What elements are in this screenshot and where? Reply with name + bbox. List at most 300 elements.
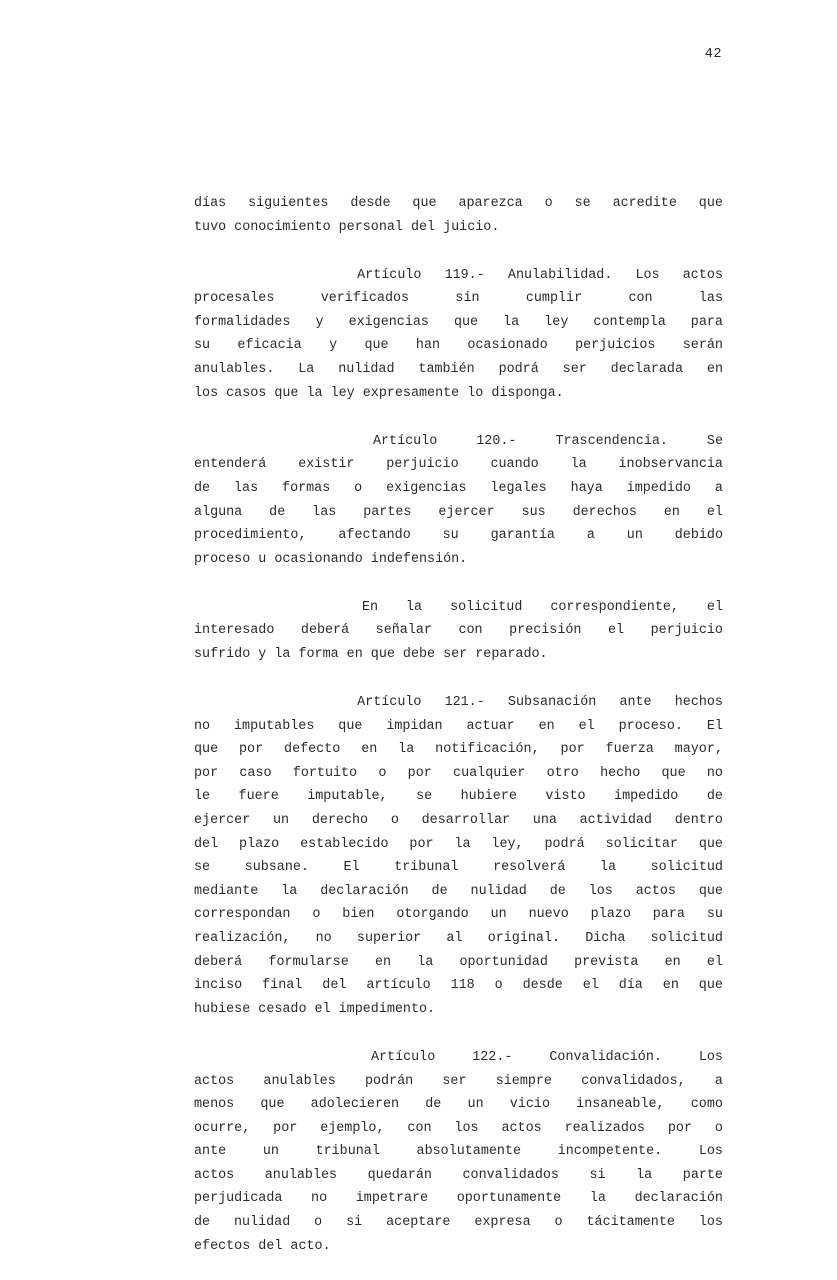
word: no xyxy=(315,931,332,947)
text-line xyxy=(194,785,723,809)
paragraph-indent xyxy=(194,264,334,288)
word: el xyxy=(706,954,723,970)
text-line xyxy=(194,334,723,358)
word: se xyxy=(416,789,433,805)
word: declaración xyxy=(634,1191,723,1207)
word: podrá xyxy=(544,836,585,852)
word: un xyxy=(467,1097,484,1113)
text-line xyxy=(194,311,723,335)
word: visto xyxy=(545,789,586,805)
word: alguna xyxy=(194,504,243,520)
word: no xyxy=(194,718,211,734)
word: actividad xyxy=(579,813,652,829)
word: aceptare xyxy=(386,1215,451,1231)
text-line xyxy=(194,501,723,525)
word: día xyxy=(618,978,643,994)
word: Los xyxy=(635,267,660,283)
word: ante xyxy=(194,1144,227,1160)
word: desde xyxy=(522,978,563,994)
word: bien xyxy=(342,907,375,923)
word: no xyxy=(311,1191,328,1207)
word: imputables xyxy=(234,718,315,734)
text-line xyxy=(194,1211,723,1235)
word: deberá xyxy=(300,623,350,639)
word: a xyxy=(714,480,723,496)
text-line xyxy=(194,358,723,382)
word: hubiere xyxy=(460,789,517,805)
word: sin xyxy=(455,291,480,307)
word: inobservancia xyxy=(618,457,723,473)
word: tribunal xyxy=(315,1144,380,1160)
word: actos xyxy=(194,1167,235,1183)
word: la xyxy=(398,742,415,758)
word: en xyxy=(374,954,392,970)
paragraph-indent xyxy=(194,1046,334,1070)
text-line xyxy=(194,1046,723,1070)
word: procesales xyxy=(194,291,275,307)
text-line xyxy=(194,927,723,951)
text-line xyxy=(194,1117,723,1141)
word: El xyxy=(343,860,360,876)
word: Convalidación. xyxy=(549,1049,662,1065)
word: ley xyxy=(544,314,569,330)
paragraph xyxy=(194,691,723,1021)
word: por xyxy=(239,742,264,758)
word: a xyxy=(586,528,595,544)
word: nuevo xyxy=(528,907,569,923)
paragraph xyxy=(194,430,723,572)
word: imputable, xyxy=(307,789,388,805)
word: de xyxy=(269,504,286,520)
word: contempla xyxy=(593,314,666,330)
word: nulidad xyxy=(470,883,527,899)
word: oportunamente xyxy=(456,1191,562,1207)
word: del xyxy=(322,978,347,994)
word: notificación, xyxy=(435,742,540,758)
word: otorgando xyxy=(396,907,469,923)
word: original. xyxy=(487,931,561,947)
text-line xyxy=(194,1164,723,1188)
word: solicitud xyxy=(650,860,723,876)
word: o xyxy=(494,978,503,994)
word: legales xyxy=(490,480,547,496)
word: el xyxy=(578,718,595,734)
word: o xyxy=(544,196,553,211)
word: siguientes xyxy=(248,196,329,211)
word: en xyxy=(706,362,723,378)
word: al xyxy=(446,931,463,947)
word: solicitar xyxy=(605,836,678,852)
word: derechos xyxy=(572,504,637,520)
word: exigencias xyxy=(386,480,467,496)
text-line xyxy=(194,1187,723,1211)
word: Se xyxy=(706,433,723,449)
word: hechos xyxy=(674,695,723,711)
word: para xyxy=(690,314,723,330)
word: ejemplo, xyxy=(320,1120,385,1136)
word: o xyxy=(390,813,399,829)
word: afectando xyxy=(338,528,411,544)
text-line xyxy=(194,762,723,786)
word: las xyxy=(312,504,337,520)
word: anulables xyxy=(264,1167,338,1183)
word: existir xyxy=(298,457,355,473)
word: las xyxy=(234,480,259,496)
word: en xyxy=(662,978,679,994)
word: oportunidad xyxy=(459,954,548,970)
word: actos xyxy=(501,1120,542,1136)
word: inciso xyxy=(194,978,243,994)
word: caso xyxy=(239,765,272,781)
word: los xyxy=(698,1215,723,1231)
word: perjuicios xyxy=(575,338,656,354)
word: siempre xyxy=(495,1073,552,1089)
paragraph xyxy=(194,596,723,667)
word: ante xyxy=(619,695,652,711)
word: Anulabilidad. xyxy=(507,267,613,283)
word: correspondiente, xyxy=(550,599,679,615)
text-line xyxy=(194,264,723,288)
word: La xyxy=(298,362,315,378)
word: mayor, xyxy=(674,742,723,758)
line-text: los casos que la ley expresamente lo disponga. xyxy=(194,385,564,401)
text-line xyxy=(194,903,723,927)
word: un xyxy=(273,813,290,829)
word: la xyxy=(636,1167,653,1183)
word: que xyxy=(194,742,219,758)
word: no xyxy=(706,765,723,781)
text-line xyxy=(194,192,723,216)
document-body xyxy=(194,192,723,1258)
word: ocurre, xyxy=(194,1120,251,1136)
word: ser xyxy=(562,362,587,378)
word: los xyxy=(454,1120,479,1136)
word: actos xyxy=(194,1073,235,1089)
word: su xyxy=(442,528,459,544)
word: Trascendencia. xyxy=(555,433,668,449)
text-line xyxy=(194,880,723,904)
word: cuando xyxy=(490,457,539,473)
word: prevista xyxy=(574,954,639,970)
word: realización, xyxy=(194,931,291,947)
word: de xyxy=(194,1215,211,1231)
text-line xyxy=(194,216,723,240)
word: sus xyxy=(521,504,546,520)
text-line xyxy=(194,1093,723,1117)
word: Artículo xyxy=(370,1049,436,1065)
word: realizados xyxy=(564,1120,645,1136)
text-line xyxy=(194,548,723,572)
text-line xyxy=(194,1070,723,1094)
word: que xyxy=(698,196,723,211)
word: la xyxy=(406,599,423,615)
word: el xyxy=(582,978,599,994)
word: actuar xyxy=(466,718,515,734)
word: final xyxy=(262,978,303,994)
word: ejercer xyxy=(438,504,495,520)
paragraph xyxy=(194,192,723,239)
word: en xyxy=(663,504,680,520)
paragraph xyxy=(194,264,723,406)
word: incompetente. xyxy=(557,1144,663,1160)
word: parte xyxy=(682,1167,723,1183)
word: en xyxy=(664,954,681,970)
word: o xyxy=(714,1120,723,1136)
word: por xyxy=(667,1120,692,1136)
line-text: tuvo conocimiento personal del juicio. xyxy=(194,219,500,235)
word: o xyxy=(378,765,387,781)
word: acredite xyxy=(612,196,677,211)
word: las xyxy=(698,291,723,307)
word: Dicha xyxy=(585,931,626,947)
word: tácitamente xyxy=(586,1215,675,1231)
word: actos xyxy=(635,883,676,899)
word: con xyxy=(628,291,653,307)
line-text: proceso u ocasionando indefensión. xyxy=(194,551,468,567)
word: y xyxy=(315,314,324,330)
word: con xyxy=(407,1120,432,1136)
word: solicitud xyxy=(450,599,523,615)
word: 118 xyxy=(450,978,475,994)
word: debido xyxy=(674,528,723,544)
word: aparezca xyxy=(458,196,523,211)
line-text: efectos del acto. xyxy=(194,1238,331,1254)
word: o xyxy=(354,480,363,496)
word: 119.- xyxy=(444,267,485,283)
word: 121.- xyxy=(444,695,485,711)
word: ejercer xyxy=(194,813,251,829)
word: que xyxy=(661,765,686,781)
word: el xyxy=(706,504,723,520)
word: nulidad xyxy=(234,1215,291,1231)
paragraph-indent xyxy=(194,596,334,620)
word: podrá xyxy=(498,362,539,378)
word: que xyxy=(260,1097,285,1113)
word: un xyxy=(262,1144,279,1160)
word: tribunal xyxy=(394,860,459,876)
text-line xyxy=(194,691,723,715)
word: la xyxy=(281,883,298,899)
word: para xyxy=(652,907,685,923)
text-line xyxy=(194,1140,723,1164)
word: desarrollar xyxy=(421,813,511,829)
word: que xyxy=(698,883,723,899)
word: perjuicio xyxy=(650,623,723,639)
word: establecido xyxy=(300,836,389,852)
word: la xyxy=(417,954,434,970)
word: también xyxy=(418,362,475,378)
word: que xyxy=(364,338,389,354)
word: impidan xyxy=(386,718,443,734)
word: anulables. xyxy=(194,362,275,378)
word: la xyxy=(570,457,587,473)
word: interesado xyxy=(194,623,275,639)
word: los xyxy=(588,883,613,899)
paragraph-indent xyxy=(194,430,334,454)
word: defecto xyxy=(284,742,341,758)
word: del xyxy=(194,836,219,852)
word: adolecieren xyxy=(310,1097,400,1113)
text-line xyxy=(194,596,723,620)
word: de xyxy=(706,789,723,805)
text-line xyxy=(194,998,723,1022)
word: fuere xyxy=(238,789,279,805)
word: artículo xyxy=(366,978,431,994)
word: la xyxy=(503,314,520,330)
word: por xyxy=(273,1120,298,1136)
word: declarada xyxy=(610,362,683,378)
word: garantía xyxy=(490,528,555,544)
word: o xyxy=(554,1215,563,1231)
word: de xyxy=(549,883,566,899)
word: perjudicada xyxy=(194,1191,283,1207)
line-text: sufrido y la forma en que debe ser reparado. xyxy=(194,647,548,662)
word: insaneable, xyxy=(576,1097,665,1113)
word: una xyxy=(532,813,557,829)
word: en xyxy=(538,718,555,734)
text-line xyxy=(194,974,723,998)
word: impetrare xyxy=(355,1191,429,1207)
word: podrán xyxy=(364,1073,414,1089)
word: Artículo xyxy=(357,267,422,283)
word: su xyxy=(194,338,211,354)
word: que xyxy=(698,978,723,994)
word: declaración xyxy=(320,883,409,899)
word: nulidad xyxy=(338,362,395,378)
text-line xyxy=(194,856,723,880)
word: por xyxy=(194,765,219,781)
word: serán xyxy=(682,338,723,354)
word: han xyxy=(415,338,441,354)
text-line xyxy=(194,287,723,311)
word: con xyxy=(458,623,483,639)
word: absolutamente xyxy=(416,1144,522,1160)
text-line xyxy=(194,524,723,548)
word: que xyxy=(698,836,723,852)
word: formas xyxy=(282,480,331,496)
word: deberá xyxy=(194,954,243,970)
word: plazo xyxy=(239,836,280,852)
word: solicitud xyxy=(650,931,723,947)
word: impedido xyxy=(614,789,679,805)
word: la xyxy=(599,860,617,876)
word: verificados xyxy=(320,291,410,307)
word: quedarán xyxy=(367,1167,432,1183)
word: si xyxy=(346,1215,363,1231)
word: la xyxy=(589,1191,606,1207)
word: fortuito xyxy=(292,765,358,781)
text-line xyxy=(194,738,723,762)
word: perjuicio xyxy=(386,457,459,473)
word: si xyxy=(589,1167,606,1183)
word: que xyxy=(338,718,363,734)
word: y xyxy=(329,338,338,354)
word: convalidados, xyxy=(581,1073,686,1089)
word: el xyxy=(608,623,625,639)
word: le xyxy=(194,789,211,805)
text-line xyxy=(194,382,723,406)
word: por xyxy=(407,765,432,781)
word: vicio xyxy=(509,1097,550,1113)
text-line xyxy=(194,1235,723,1259)
word: anulables xyxy=(263,1073,336,1089)
word: procedimiento, xyxy=(194,528,307,544)
paragraph-indent xyxy=(194,691,334,715)
word: partes xyxy=(363,504,412,520)
word: o xyxy=(314,1215,323,1231)
word: a xyxy=(714,1073,723,1089)
word: la xyxy=(454,836,471,852)
line-text: hubiese cesado el impedimento. xyxy=(194,1001,436,1017)
word: formalidades xyxy=(194,314,291,330)
word: menos xyxy=(194,1097,235,1113)
word: como xyxy=(690,1097,723,1113)
word: dentro xyxy=(674,813,723,829)
word: precisión xyxy=(509,623,582,639)
word: entenderá xyxy=(194,457,267,473)
word: por xyxy=(409,836,434,852)
word: se xyxy=(574,196,591,211)
word: que xyxy=(453,314,479,330)
word: de xyxy=(431,883,448,899)
word: impedido xyxy=(626,480,691,496)
word: se xyxy=(194,860,211,876)
word: derecho xyxy=(311,813,369,829)
word: un xyxy=(490,907,507,923)
word: superior xyxy=(356,931,422,947)
word: fuerza xyxy=(605,742,654,758)
word: hecho xyxy=(600,765,641,781)
word: exigencias xyxy=(348,314,429,330)
word: en xyxy=(361,742,378,758)
paragraph xyxy=(194,1046,723,1258)
word: días xyxy=(194,196,227,211)
word: El xyxy=(706,718,723,734)
word: ocasionado xyxy=(467,338,548,354)
word: 120.- xyxy=(476,433,517,449)
word: Los xyxy=(698,1049,723,1065)
word: proceso. xyxy=(618,718,683,734)
word: de xyxy=(194,480,211,496)
text-line xyxy=(194,619,723,643)
word: Subsanación xyxy=(507,695,597,711)
text-line xyxy=(194,453,723,477)
word: o xyxy=(312,907,321,923)
word: convalidados xyxy=(462,1167,559,1183)
text-line xyxy=(194,951,723,975)
word: otro xyxy=(546,765,579,781)
word: por xyxy=(560,742,585,758)
word: plazo xyxy=(590,907,631,923)
word: correspondan xyxy=(194,907,291,923)
word: mediante xyxy=(194,883,259,899)
word: cualquier xyxy=(453,765,526,781)
word: subsane. xyxy=(244,860,309,876)
word: cumplir xyxy=(525,291,583,307)
word: 122.- xyxy=(472,1049,513,1065)
word: ser xyxy=(442,1073,467,1089)
text-line xyxy=(194,715,723,739)
text-line xyxy=(194,643,723,667)
word: el xyxy=(706,599,723,615)
word: expresa xyxy=(474,1215,531,1231)
word: de xyxy=(425,1097,442,1113)
word: que xyxy=(412,196,437,211)
word: ley, xyxy=(491,836,524,852)
word: actos xyxy=(682,267,723,283)
word: señalar xyxy=(375,623,432,639)
word: haya xyxy=(570,480,603,496)
